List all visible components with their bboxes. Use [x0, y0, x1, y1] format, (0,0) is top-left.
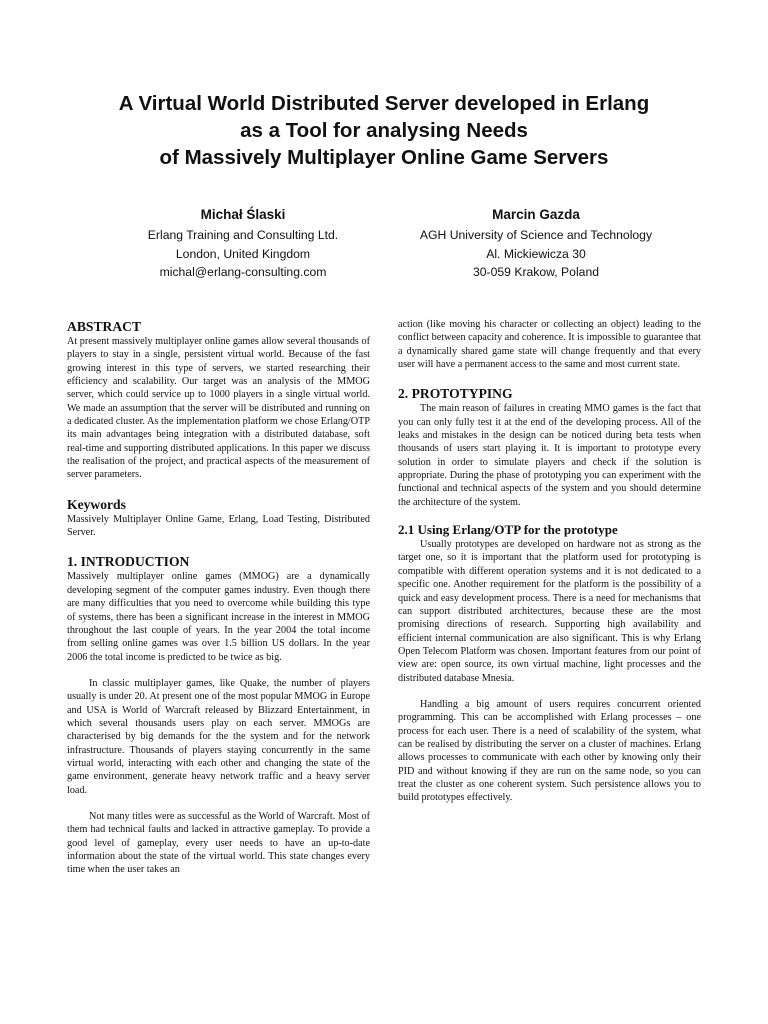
paper-title: [0, 90, 768, 171]
erlang-paragraph-2: Handling a big amount of users requires concurrent oriented programming. This can be accomplished with Erlang processes – one process for each user. There is a need of scalability of the system, what can be realised by distributing the server on a cluster of machines. Erlang allows processes to communicate with each other by knowing only their PID and without knowing if they are run on the same node, so you can treat the cluster as one coherent system. Such persistence allows you to build prototypes effectively.: [398, 698, 701, 804]
introduction-heading: 1. INTRODUCTION: [67, 554, 190, 570]
left-column: [67, 318, 370, 877]
right-column: [398, 318, 701, 805]
title-line-1: A Virtual World Distributed Server developed in Erlang: [118, 92, 650, 115]
prototyping-heading: 2. PROTOTYPING: [398, 386, 513, 402]
author-name: Marcin Gazda: [492, 207, 580, 222]
title-line-2: as a Tool for analysing Needs: [240, 119, 528, 142]
author-block-2: [386, 204, 686, 282]
introduction-paragraph-2: In classic multiplayer games, like Quake, the number of players usually is under 20. At present one of the most popular MMOG in Europe and USA is World of Warcraft released by Blizzard Entertainment, in which several thousands users play on each server. MMOGs are characterised by big demands for the the system and for the network infrastructure. Thousands of players staying concurrently in the same virtual world, interacting with each other and changing the state of the game environment, generate heavy network traffic and a heavy server load.: [67, 677, 370, 796]
abstract-text: At present massively multiplayer online games allow several thousands of players to stay in a single, persistent virtual world. Because of the fast growing interest in this type of servers, we started researching their efficiency and scalability. Our target was an analysis of the MMOG server, which could service up to 1000 players in a single virtual world. We made an assumption that the server will be distributed and running on a dedicated cluster. As the implementation platform we chose Erlang/OTP its main advantages being integration with a distributed database, soft real-time and supporting distributed applications. In this paper we discuss the realisation of the project, and practical aspects of the measurement of server parameters.: [67, 336, 370, 481]
author-name: Michał Ślaski: [200, 207, 286, 222]
author-address-2: 30-059 Krakow, Poland: [472, 265, 600, 279]
author-address: Al. Mickiewicza 30: [486, 246, 586, 261]
author-email: michal@erlang-consulting.com: [159, 265, 327, 279]
author-affiliation: AGH University of Science and Technology: [419, 228, 653, 242]
abstract-heading: ABSTRACT: [67, 319, 142, 334]
keywords-text: Massively Multiplayer Online Game, Erlang, Load Testing, Distributed Server.: [67, 513, 370, 539]
author-block-1: [93, 204, 393, 282]
introduction-paragraph-1: Massively multiplayer online games (MMOG) are a dynamically developing segment of the computer games industry. Even though there are many difficulties that you need to overcome while building this type of systems, there has been a significant increase in the interest in MMOG throughout the last couple of years. In the year 2004 the total income from selling online games was over 1.5 billion US dollars. In the year 2006 the total income is predicted to be twice as big.: [67, 571, 370, 663]
keywords-heading: Keywords: [67, 496, 126, 512]
erlang-paragraph-1: Usually prototypes are developed on hardware not as strong as the target one, so it is important that the platform used for prototyping is compatible with different operation systems and it is not dedicated to a specific one. Another requirement for the platform is the possibility of a quick and easy development process. There is a need for mechanisms that can support distributed architectures, because these are the most promising directions of research. Supporting high availability and efficient internal communication are also significant. This is why Erlang Open Telecom Platform was chosen. Important features from our point of view are: open source, its own virtual machine, light processes and the distributed database Mnesia.: [398, 539, 701, 684]
author-affiliation: Erlang Training and Consulting Ltd.: [147, 228, 339, 242]
prototyping-paragraph-1: The main reason of failures in creating MMO games is the fact that you can only fully test it at the end of the developing process. All of the leaks and mistakes in the design can be noticed during beta tests when thousands of users start playing it. It is important to prototype every solution in order to simulate players and check if the solution is appropriate. During the phase of prototyping you can experiment with the functional and technical aspects of the system and you should determine the architecture of the system.: [398, 403, 701, 508]
introduction-paragraph-3-continued: action (like moving his character or collecting an object) leading to the conflict between capacity and coherence. It is impossible to guarantee that a dynamically shared game state will change frequently and that every user will have a permanent access to the same and most current state.: [398, 319, 701, 371]
title-line-3: of Massively Multiplayer Online Game Servers: [159, 146, 609, 169]
author-address: London, United Kingdom: [175, 246, 311, 261]
introduction-paragraph-3: Not many titles were as successful as the World of Warcraft. Most of them had technical faults and lacked in attractive gameplay. To provide a good level of gameplay, every user needs to have an up-to-date information about the state of the virtual world. This state changes every time when the user takes an: [67, 810, 370, 876]
erlang-section-heading: 2.1 Using Erlang/OTP for the prototype: [398, 522, 618, 538]
